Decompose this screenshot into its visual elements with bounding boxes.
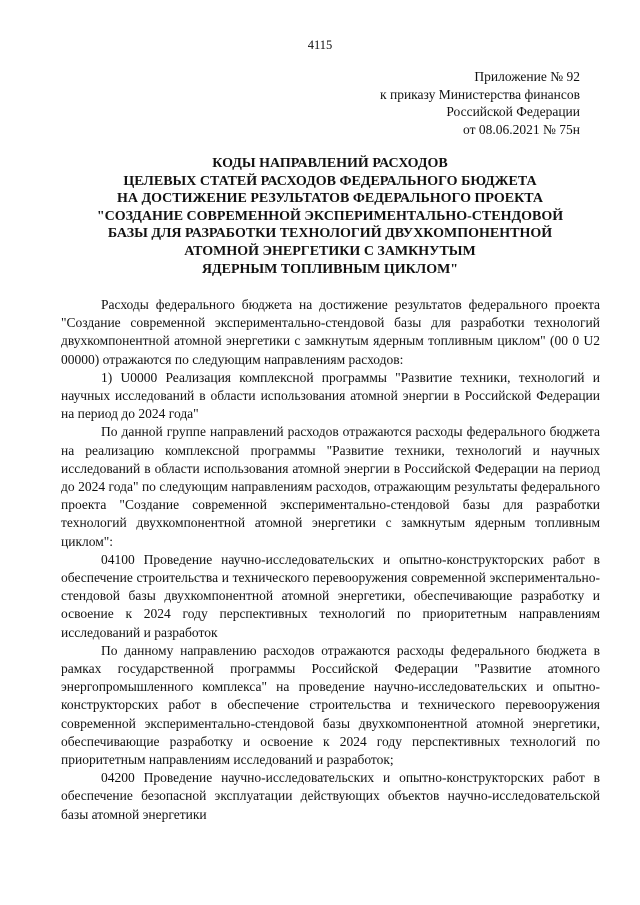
document-body <box>61 296 600 824</box>
title-line: КОДЫ НАПРАВЛЕНИЙ РАСХОДОВ <box>212 156 448 171</box>
title-line: НА ДОСТИЖЕНИЕ РЕЗУЛЬТАТОВ ФЕДЕРАЛЬНОГО ПРОЕКТА <box>116 191 543 207</box>
paragraph-code-04100: 04100 Проведение научно-исследовательских и опытно-конструкторских работ в обеспечение строительства и технического перевооружения современной экспериментально-стендовой базы двухкомпонентной атомной энергетики, обеспечивающие разработку и освоение к 2024 году перспективных технологий по приоритетным направлениям исследований и разработок <box>61 551 600 640</box>
paragraph-intro: Расходы федерального бюджета на достижение результатов федерального проекта "Создание современной экспериментально-стендовой базы для разработки технологий двухкомпонентной атомной энергетики с замкнутым ядерным топливным циклом" (00 0 U2 00000) отражаются по следующим направлениям расходов: <box>61 297 600 367</box>
paragraph-code-04100-description: По данному направлению расходов отражаются расходы федерального бюджета в рамках государственной программы Российской Федерации "Развитие атомного энергопромышленного комплекса" на проведение научно-исследовательских и опытно-конструкторских работ в обеспечение строительства и технического перевооружения современной экспериментально-стендовой базы двухкомпонентной атомной энергетики, обеспечивающие разработку и освоение к 2024 году перспективных технологий по приоритетным направлениям исследований и разработок; <box>61 642 600 768</box>
title-line: БАЗЫ ДЛЯ РАЗРАБОТКИ ТЕХНОЛОГИЙ ДВУХКОМПОНЕНТНОЙ <box>107 226 553 242</box>
title-line: АТОМНОЙ ЭНЕРГЕТИКИ С ЗАМКНУТЫМ <box>184 243 476 259</box>
appendix-line: Российской Федерации <box>446 104 580 119</box>
title-line: ЦЕЛЕВЫХ СТАТЕЙ РАСХОДОВ ФЕДЕРАЛЬНОГО БЮДЖЕТА <box>123 173 537 189</box>
paragraph-item-u0000: 1) U0000 Реализация комплексной программы "Развитие техники, технологий и научных исследований в области использования атомной энергии в Российской Федерации на период до 2024 года" <box>61 369 600 422</box>
title-line: ЯДЕРНЫМ ТОПЛИВНЫМ ЦИКЛОМ" <box>201 261 459 277</box>
paragraph-code-04200: 04200 Проведение научно-исследовательских и опытно-конструкторских работ в обеспечение безопасной эксплуатации действующих объектов научно-исследовательской базы атомной энергетики <box>61 770 600 822</box>
appendix-reference <box>380 68 580 138</box>
title-line: "СОЗДАНИЕ СОВРЕМЕННОЙ ЭКСПЕРИМЕНТАЛЬНО-СТЕНДОВОЙ <box>96 208 564 224</box>
appendix-line: от 08.06.2021 № 75н <box>463 121 580 137</box>
page-number: 4115 <box>307 38 333 52</box>
document-title <box>60 155 600 278</box>
appendix-line: к приказу Министерства финансов <box>380 86 580 102</box>
paragraph-group-description: По данной группе направлений расходов отражаются расходы федерального бюджета на реализацию комплексной программы "Развитие техники, технологий и научных исследований в области использования атомной энергии в Российской Федерации на период до 2024 года" по следующим направлениям расходов, отражающим результаты федерального проекта "Создание современной экспериментально-стендовой базы для разработки технологий двухкомпонентной атомной энергетики с замкнутым ядерным топливным циклом": <box>61 424 600 549</box>
appendix-line: Приложение № 92 <box>474 69 580 84</box>
